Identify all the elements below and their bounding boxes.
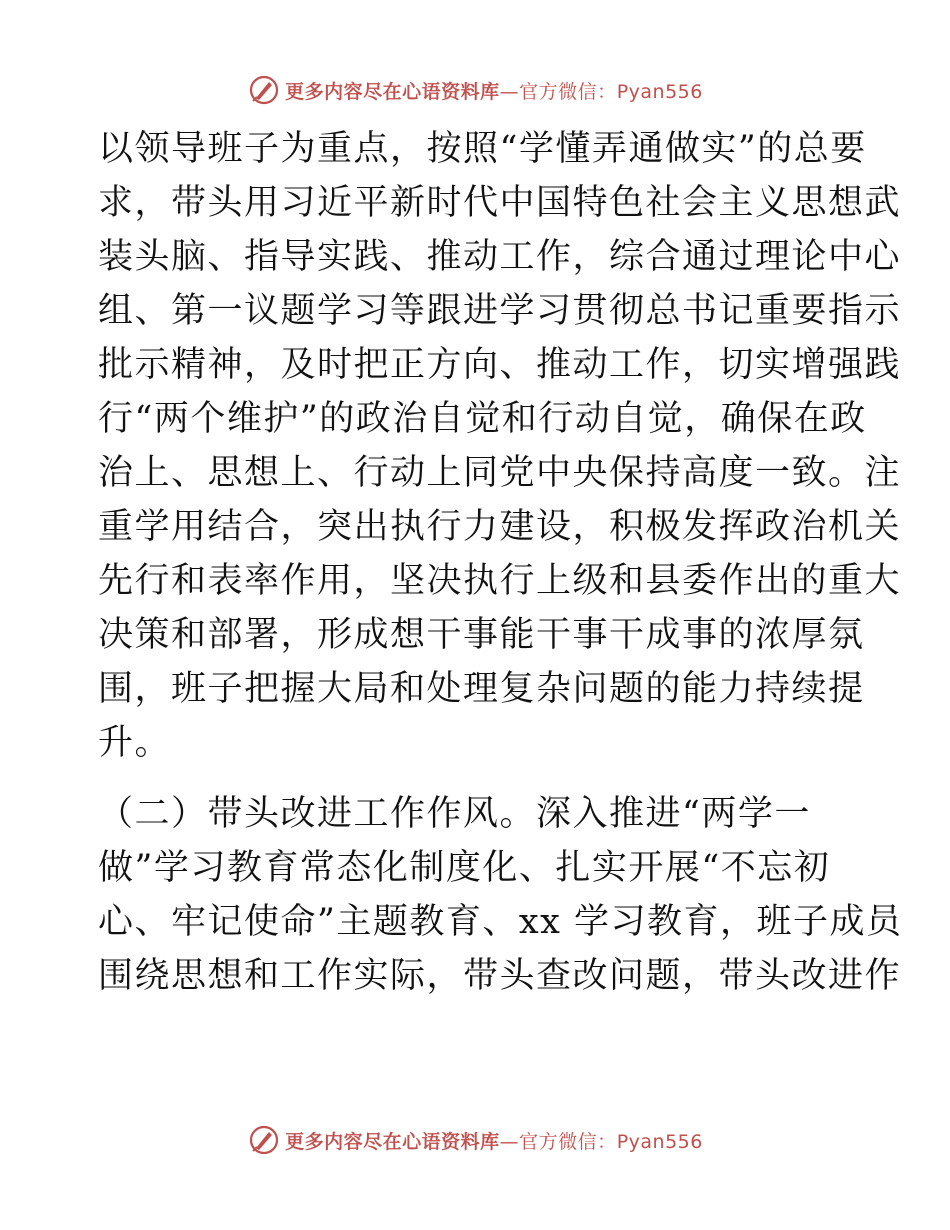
text-line: 治上、思想上、行动上同党中央保持高度一致。注: [98, 453, 902, 493]
text-line: 心、牢记使命”主题教育、xx 学习教育，班子成员: [98, 902, 903, 942]
paragraph-2: [98, 787, 903, 1003]
text-line: 做”学习教育常态化制度化、扎实开展“不忘初: [98, 848, 831, 888]
footer-watermark: [0, 1120, 950, 1160]
quill-pen-logo-icon: [247, 73, 281, 107]
text-line: （二）带头改进工作作风。深入推进“两学一: [98, 794, 811, 834]
text-line: 围，班子把握大局和处理复杂问题的能力持续提: [98, 669, 865, 709]
text-line: 组、第一议题学习等跟进学习贯彻总书记重要指示: [98, 291, 902, 331]
text-line: 升。: [98, 723, 172, 763]
text-line: 围绕思想和工作实际，带头查改问题，带头改进作: [98, 956, 902, 996]
text-line: 求，带头用习近平新时代中国特色社会主义思想武: [98, 183, 902, 223]
watermark-text: 更多内容尽在心语资料库—官方微信：Pyan556: [285, 80, 703, 103]
paragraph-spacer: [98, 770, 858, 787]
text-line: 先行和表率作用，坚决执行上级和县委作出的重大: [98, 561, 902, 601]
paragraph-1: [98, 122, 902, 770]
text-line: 以领导班子为重点，按照“学懂弄通做实”的总要: [98, 129, 867, 169]
text-line: 决策和部署，形成想干事能干事干成事的浓厚氛: [98, 615, 865, 655]
text-line: 批示精神，及时把正方向、推动工作，切实增强践: [98, 345, 902, 385]
watermark-text: 更多内容尽在心语资料库—官方微信：Pyan556: [285, 1130, 703, 1153]
text-line: 行“两个维护”的政治自觉和行动自觉，确保在政: [98, 399, 867, 439]
document-body: [98, 122, 903, 1003]
header-watermark: [0, 70, 950, 110]
quill-pen-logo-icon: [247, 1123, 281, 1157]
text-line: 装头脑、指导实践、推动工作，综合通过理论中心: [98, 237, 902, 277]
text-line: 重学用结合，突出执行力建设，积极发挥政治机关: [98, 507, 902, 547]
